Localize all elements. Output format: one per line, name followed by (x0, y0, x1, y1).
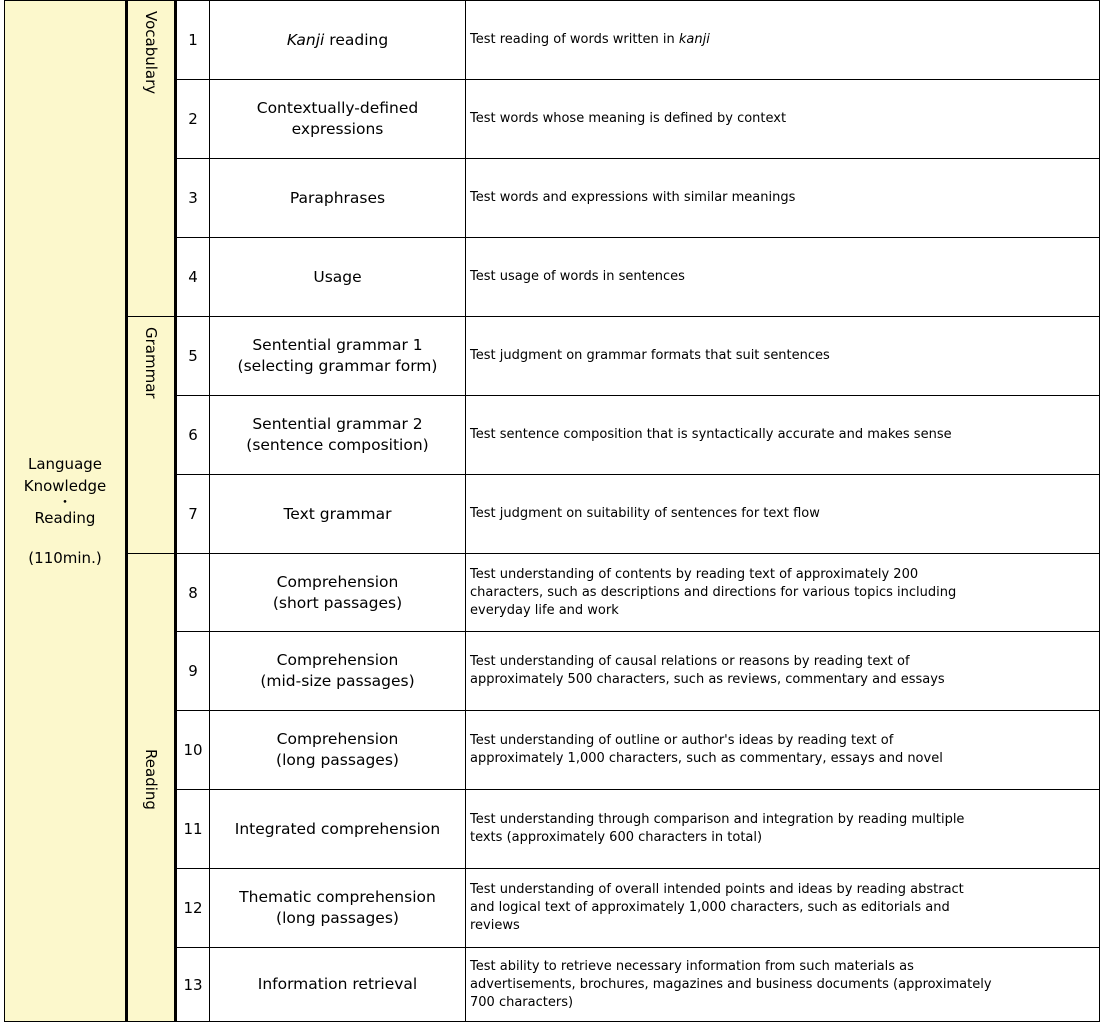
item-name: Comprehension (long passages) (210, 711, 466, 790)
item-description: Test understanding of outline or author's ideas by reading text of approximately 1,000 characters, such as commentary, essays and novel (466, 711, 1100, 790)
item-name: Information retrieval (210, 948, 466, 1022)
row-number: 5 (176, 317, 210, 396)
item-description: Test words whose meaning is defined by context (466, 80, 1100, 159)
item-name: Paraphrases (210, 159, 466, 238)
section-time: (110min.) (28, 549, 102, 567)
row-number: 13 (176, 948, 210, 1022)
row-number: 12 (176, 869, 210, 948)
item-name: Contextually-defined expressions (210, 80, 466, 159)
item-description: Test understanding of contents by reading text of approximately 200 characters, such as descriptions and directions for various topics including everyday life and work (466, 554, 1100, 632)
group-cell-vocabulary (127, 1, 176, 317)
item-name: Comprehension (short passages) (210, 554, 466, 632)
item-name: Text grammar (210, 475, 466, 554)
section-label-dot: ・ (57, 493, 73, 511)
item-name: Comprehension (mid-size passages) (210, 632, 466, 711)
item-name: Usage (210, 238, 466, 317)
row-number: 4 (176, 238, 210, 317)
row-number: 6 (176, 396, 210, 475)
table-row (5, 554, 1100, 632)
row-number: 10 (176, 711, 210, 790)
item-name: Sentential grammar 2 (sentence composition) (210, 396, 466, 475)
table-row (5, 317, 1100, 396)
item-description: Test understanding through comparison and integration by reading multiple texts (approximately 600 characters in total) (466, 790, 1100, 869)
item-name: Sentential grammar 1 (selecting grammar form) (210, 317, 466, 396)
table-row (5, 1, 1100, 80)
section-label-line3: Reading (34, 509, 96, 527)
item-description: Test usage of words in sentences (466, 238, 1100, 317)
item-description: Test sentence composition that is syntactically accurate and makes sense (466, 396, 1100, 475)
item-name: Kanji reading (210, 1, 466, 80)
section-cell-language-knowledge-reading (5, 1, 127, 1022)
row-number: 11 (176, 790, 210, 869)
group-cell-reading (127, 554, 176, 1022)
item-description: Test judgment on grammar formats that suit sentences (466, 317, 1100, 396)
group-cell-grammar (127, 317, 176, 554)
group-label-vocabulary: Vocabulary (142, 11, 160, 95)
row-number: 7 (176, 475, 210, 554)
group-label-reading: Reading (142, 749, 160, 810)
row-number: 2 (176, 80, 210, 159)
item-description: Test words and expressions with similar meanings (466, 159, 1100, 238)
item-description: Test understanding of overall intended points and ideas by reading abstract and logical text of approximately 1,000 characters, such as editorials and reviews (466, 869, 1100, 948)
item-description: Test judgment on suitability of sentences for text flow (466, 475, 1100, 554)
item-description: Test understanding of causal relations or reasons by reading text of approximately 500 characters, such as reviews, commentary and essays (466, 632, 1100, 711)
row-number: 9 (176, 632, 210, 711)
item-description: Test reading of words written in kanji (466, 1, 1100, 80)
group-label-grammar: Grammar (142, 327, 160, 399)
row-number: 8 (176, 554, 210, 632)
row-number: 1 (176, 1, 210, 80)
row-number: 3 (176, 159, 210, 238)
item-name: Integrated comprehension (210, 790, 466, 869)
item-name: Thematic comprehension (long passages) (210, 869, 466, 948)
section-label-line1: Language (27, 455, 103, 473)
item-description: Test ability to retrieve necessary information from such materials as advertisements, brochures, magazines and business documents (approximately 700 characters) (466, 948, 1100, 1022)
item-description-emphasis: kanji (678, 32, 710, 47)
section-label-line2: Knowledge (23, 477, 107, 495)
item-name-emphasis: Kanji (286, 30, 325, 49)
test-structure-table (4, 0, 1100, 1022)
